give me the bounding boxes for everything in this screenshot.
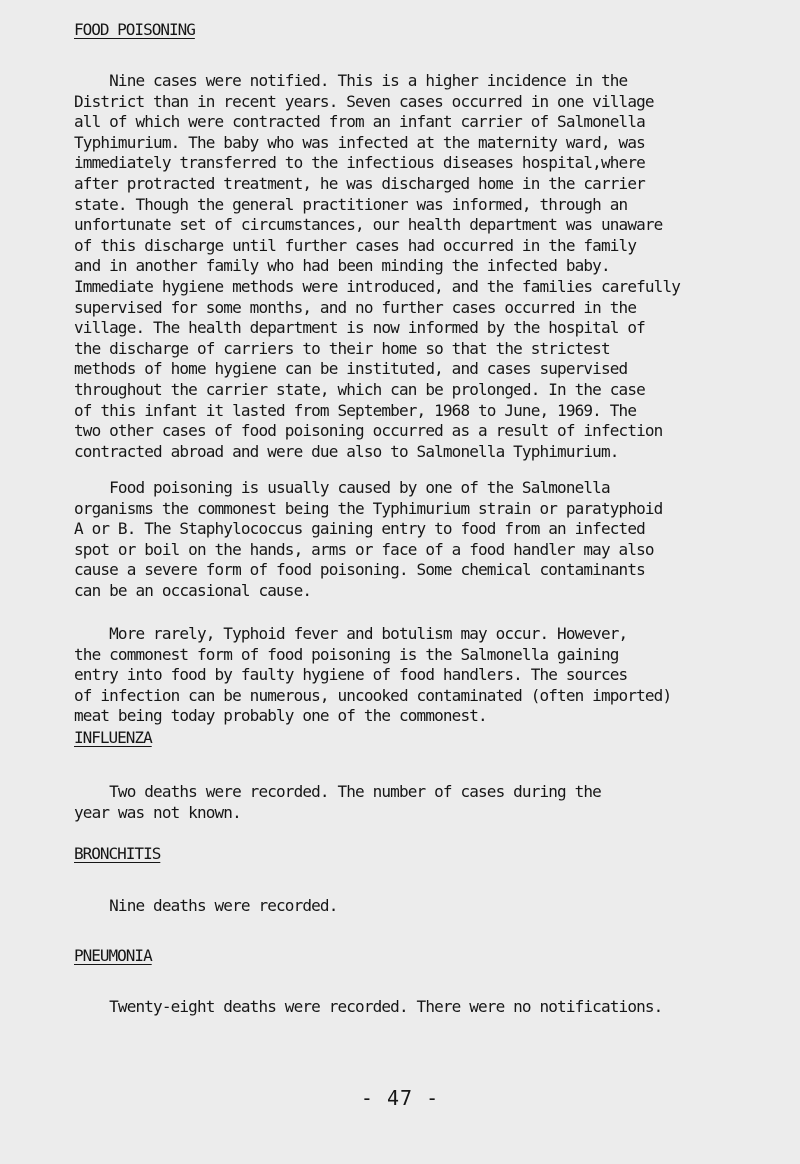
page-number: - 47 - [360, 1086, 440, 1110]
food-poisoning-paragraph-3: More rarely, Typhoid fever and botulism may occur. However, the commonest form of food poisoning is the Salmonella gaining entry into food by faulty hygiene of food handlers. The sources of infection can be numerous, uncooked contaminated (often imported) meat being today probably one of the commonest. [74, 624, 672, 726]
food-poisoning-paragraph-2: Food poisoning is usually caused by one of the Salmonella organisms the commonest being the Typhimurium strain or paratyphoid A or B. The Staphylococcus gaining entry to food from an infected spot or boil on the hands, arms or face of a food handler may also cause a severe form of food poisoning. Some chemical contaminants can be an occasional cause. [74, 478, 663, 600]
influenza-text: Two deaths were recorded. The number of cases during the year was not known. [74, 782, 601, 822]
heading-food-poisoning: FOOD POISONING [74, 20, 195, 39]
bronchitis-text: Nine deaths were recorded. [74, 896, 338, 915]
heading-pneumonia: PNEUMONIA [74, 946, 152, 965]
pneumonia-text: Twenty-eight deaths were recorded. There were no notifications. [74, 997, 663, 1016]
heading-influenza: INFLUENZA [74, 728, 152, 747]
food-poisoning-paragraph-1: Nine cases were notified. This is a higher incidence in the District than in recent years. Seven cases occurred in one village all of which were contracted from an infant carrier of Salmonella Typhimurium. The baby who was infected at the maternity ward, was immediately transferred to the infectious diseases hospital,where after protracted treatment, he was discharged home in the carrier state. Though the general practitioner was informed, through an unfortunate set of circumstances, our health department was unaware of this discharge until further cases had occurred in the family and in another family who had been minding the infected baby. Immediate hygiene methods were introduced, and the families carefully supervised for some months, and no further cases occurred in the village. The health department is now informed by the hospital of the discharge of carriers to their home so that the strictest methods of home hygiene can be instituted, and cases supervised throughout the carrier state, which can be prolonged. In the case of this infant it lasted from September, 1968 to June, 1969. The two other cases of food poisoning occurred as a result of infection contracted abroad and were due also to Salmonella Typhimurium. [74, 71, 681, 461]
heading-bronchitis: BRONCHITIS [74, 844, 161, 863]
